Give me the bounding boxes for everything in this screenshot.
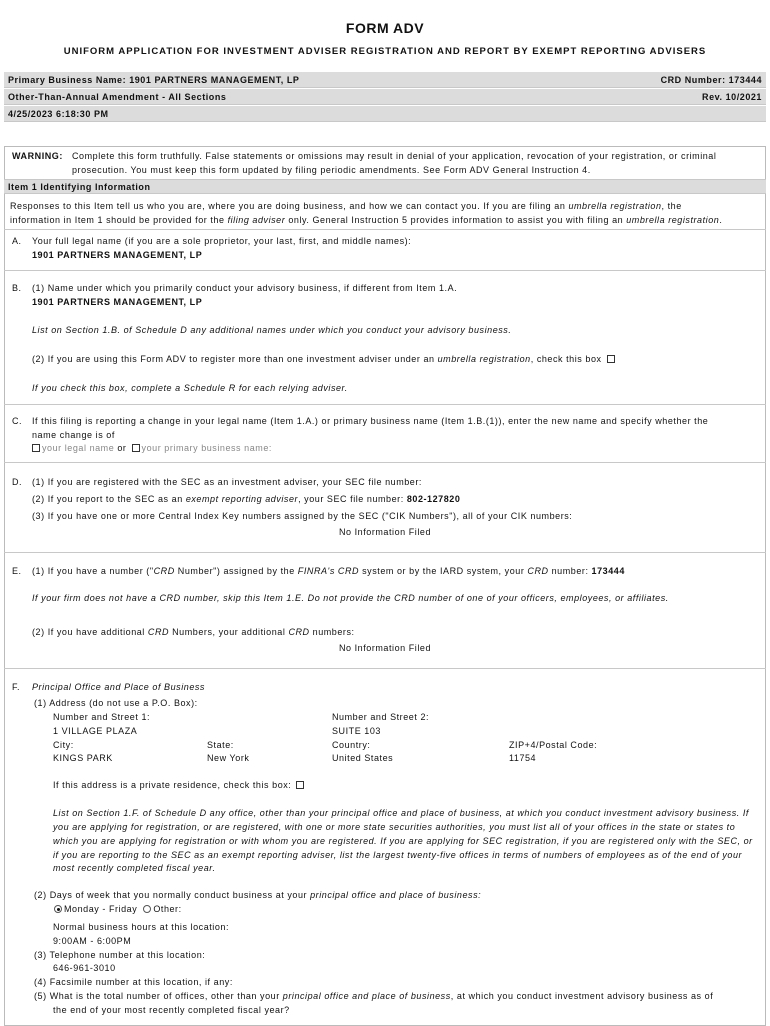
item-b2-note: If you check this box, complete a Schedule R for each relying adviser. (32, 383, 348, 393)
sec-file-number: 802-127820 (406, 494, 461, 504)
crd-number: CRD Number: 173444 (660, 75, 762, 85)
item-f-note-4: if you are reporting to the SEC as an exempt reporting adviser, list the largest twenty-five offices in terms of numbers of employees as of the end of your (53, 850, 743, 860)
warning-text-1: Complete this form truthfully. False statements or omissions may result in denial of your application, revocation of your registration, or criminal (72, 151, 717, 161)
city-label: City: (53, 740, 74, 750)
business-name-value: 1901 PARTNERS MANAGEMENT, LP (32, 297, 203, 307)
hours-value: 9:00AM - 6:00PM (53, 936, 132, 946)
item-f-note-1: List on Section 1.F. of Schedule D any office, other than your principal office and place of business, at which you conduct investment advisory business. If (53, 808, 749, 818)
street1-label: Number and Street 1: (53, 712, 151, 722)
item-e1-question: (1) If you have a number ("CRD Number") assigned by the FINRA's CRD system or by the IARD system, your CRD number: 173444 (32, 566, 625, 576)
item-c-question-1: If this filing is reporting a change in your legal name (Item 1.A.) or primary business name (Item 1.B.(1)), enter the new name and specify whether the (32, 416, 709, 426)
item-f5-question-2: the end of your most recently completed fiscal year? (53, 1005, 290, 1015)
item-f1-question: (1) Address (do not use a P.O. Box): (34, 698, 198, 708)
form-title: FORM ADV (345, 20, 425, 36)
cik-none: No Information Filed (338, 527, 432, 537)
item-f-note-3: which you are applying for registration or with whom you are registered. If you are applying for SEC registration, if you are registered only with the SEC, or (53, 836, 753, 846)
legal-name-value: 1901 PARTNERS MANAGEMENT, LP (32, 250, 203, 260)
item-f5-question: (5) What is the total number of offices, other than your principal office and place of business, at which you conduct investment advisory business as of (34, 991, 714, 1001)
crd-value: 173444 (591, 566, 625, 576)
private-residence-question: If this address is a private residence, check this box: (53, 780, 306, 790)
country-value: United States (332, 753, 394, 763)
item-b-question: (1) Name under which you primarily conduct your advisory business, if different from Item 1.A. (32, 283, 458, 293)
business-name-checkbox[interactable] (132, 444, 140, 452)
item-f-note-2: you are applying for registration, or are registered, with one or more state securities authorities, you must list all of your offices in the state or states to (53, 822, 736, 832)
warning-label: WARNING: (12, 151, 63, 161)
item-d2-question: (2) If you report to the SEC as an exempt reporting adviser, your SEC file number: 802-127820 (32, 494, 461, 504)
zip-value: 11754 (509, 753, 537, 763)
item1-intro-2: information in Item 1 should be provided for the filing adviser only. General Instruction 5 provides information to assist you with filing an umbrella registration. (10, 215, 723, 225)
item-f-letter: F. (12, 682, 21, 692)
item-b2-question: (2) If you are using this Form ADV to register more than one investment adviser under an umbrella registration, check this box (32, 354, 617, 364)
item1-heading: Item 1 Identifying Information (4, 179, 766, 194)
item-f4-question: (4) Facsimile number at this location, if any: (34, 977, 233, 987)
item-b-letter: B. (12, 283, 22, 293)
street2-label: Number and Street 2: (332, 712, 430, 722)
header-row-timestamp (4, 106, 766, 122)
item-c-letter: C. (12, 416, 23, 426)
item-d-letter: D. (12, 477, 23, 487)
name-change-options: your legal name or your primary business name: (30, 443, 272, 453)
item1-intro-1: Responses to this Item tell us who you are, where you are doing business, and how we can contact you. If you are filing an umbrella registration, the (10, 201, 682, 211)
item-f-title: Principal Office and Place of Business (32, 682, 205, 692)
item-f3-question: (3) Telephone number at this location: (34, 950, 206, 960)
item-e2-question: (2) If you have additional CRD Numbers, your additional CRD numbers: (32, 627, 355, 637)
phone-value: 646-961-3010 (53, 963, 116, 973)
item-e-note: If your firm does not have a CRD number, skip this Item 1.E. Do not provide the CRD number of one of your officers, employees, or affiliates. (32, 593, 669, 603)
amendment-type: Other-Than-Annual Amendment - All Sections (8, 92, 227, 102)
item-f-note-5: most recently completed fiscal year. (53, 863, 216, 873)
state-label: State: (207, 740, 234, 750)
item-d3-question: (3) If you have one or more Central Index Key numbers assigned by the SEC ("CIK Numbers"), all of your CIK numbers: (32, 511, 573, 521)
other-days-radio[interactable] (143, 905, 151, 913)
revision: Rev. 10/2021 (702, 92, 762, 102)
item-f2-question: (2) Days of week that you normally conduct business at your principal office and place of business: (34, 890, 482, 900)
street1-value: 1 VILLAGE PLAZA (53, 726, 138, 736)
country-label: Country: (332, 740, 371, 750)
warning-text-2: prosecution. You must keep this form updated by filing periodic amendments. See Form ADV General Instruction 4. (72, 165, 591, 175)
umbrella-checkbox[interactable] (607, 355, 615, 363)
zip-label: ZIP+4/Postal Code: (509, 740, 598, 750)
legal-name-checkbox[interactable] (32, 444, 40, 452)
private-residence-checkbox[interactable] (296, 781, 304, 789)
monday-friday-radio[interactable] (54, 905, 62, 913)
primary-business-name: Primary Business Name: 1901 PARTNERS MANAGEMENT, LP (8, 75, 300, 85)
item-a-question: Your full legal name (if you are a sole proprietor, your last, first, and middle names): (32, 236, 412, 246)
item-e-letter: E. (12, 566, 22, 576)
state-value: New York (207, 753, 250, 763)
item-c-question-2: name change is of (32, 430, 115, 440)
timestamp: 4/25/2023 6:18:30 PM (8, 109, 109, 119)
crd-additional-none: No Information Filed (338, 643, 432, 653)
city-value: KINGS PARK (53, 753, 113, 763)
header-row-amendment (4, 89, 766, 105)
item-d1-question: (1) If you are registered with the SEC as an investment adviser, your SEC file number: (32, 477, 422, 487)
days-options: Monday - Friday Other: (54, 904, 182, 914)
header-row-name (4, 72, 766, 88)
street2-value: SUITE 103 (332, 726, 381, 736)
form-subtitle: UNIFORM APPLICATION FOR INVESTMENT ADVISER REGISTRATION AND REPORT BY EXEMPT REPORTING ADVISERS (63, 46, 707, 57)
hours-label: Normal business hours at this location: (53, 922, 230, 932)
item-b-note: List on Section 1.B. of Schedule D any additional names under which you conduct your advisory business. (32, 325, 512, 335)
item-a-letter: A. (12, 236, 22, 246)
